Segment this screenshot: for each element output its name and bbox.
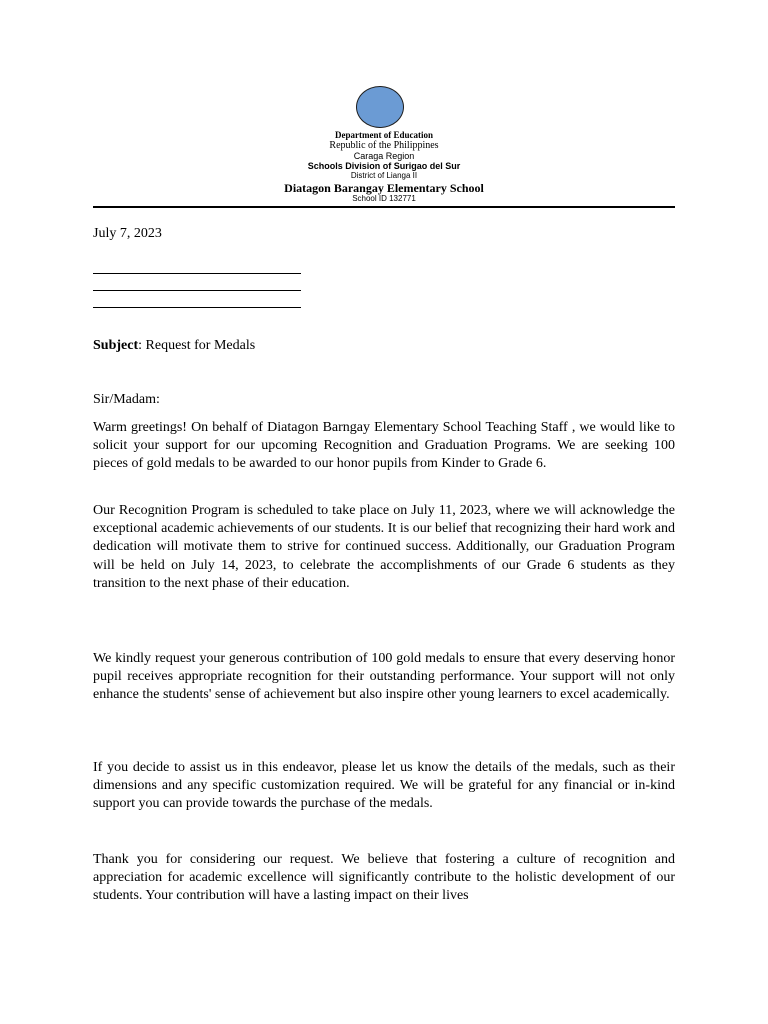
recipient-blank-line [93,273,301,274]
letterhead-district: District of Lianga II [350,171,418,180]
body-paragraph-3: We kindly request your generous contribution of 100 gold medals to ensure that every deserving honor pupil receives appropriate recognition for their outstanding performance. Your support will not only enhance the students' sense of achievement but also inspire other young learners to excel academically. [93,651,675,703]
body-paragraph-1: Warm greetings! On behalf of Diatagon Barngay Elementary School Teaching Staff , we would like to solicit your support for our upcoming Recognition and Graduation Programs. We are seeking 100 pieces of gold medals to be awarded to our honor pupils from Kinder to Grade 6. [93,420,675,472]
letterhead-school-id: School ID 132771 [352,194,416,203]
body-paragraph-4: If you decide to assist us in this endeavor, please let us know the details of the medals, such as their dimensions and any specific customization required. We will be grateful for any financial or in-kind support you can provide towards the purchase of the medals. [93,760,675,812]
deped-seal-logo [356,86,404,128]
recipient-blank-line [93,290,301,291]
letter-date: July 7, 2023 [93,226,162,241]
subject-label: Subject [93,338,139,353]
subject-text: : Request for Medals [138,338,256,353]
letterhead-school-name: Diatagon Barangay Elementary School [284,181,484,195]
letterhead-department: Department of Education [335,130,433,140]
letterhead-division: Schools Division of Surigao del Sur [307,161,461,171]
letterhead-divider [93,206,675,208]
letterhead-republic: Republic of the Philippines [329,140,439,151]
salutation: Sir/Madam: [93,392,160,407]
recipient-blank-line [93,307,301,308]
body-paragraph-2: Our Recognition Program is scheduled to take place on July 11, 2023, where we will acknowledge the exceptional academic achievements of our students. It is our belief that recognizing their hard work and dedication will motivate them to strive for continued success. Additionally, our Graduation Program will be held on July 14, 2023, to celebrate the accomplishments of our Grade 6 students as they transition to the next phase of their education. [93,503,675,591]
letterhead-region: Caraga Region [353,151,415,161]
subject-line [93,338,255,354]
body-paragraph-5: Thank you for considering our request. We believe that fostering a culture of recognition and appreciation for academic excellence will significantly contribute to the holistic development of our students. Your contribution will have a lasting impact on their lives [93,852,675,904]
